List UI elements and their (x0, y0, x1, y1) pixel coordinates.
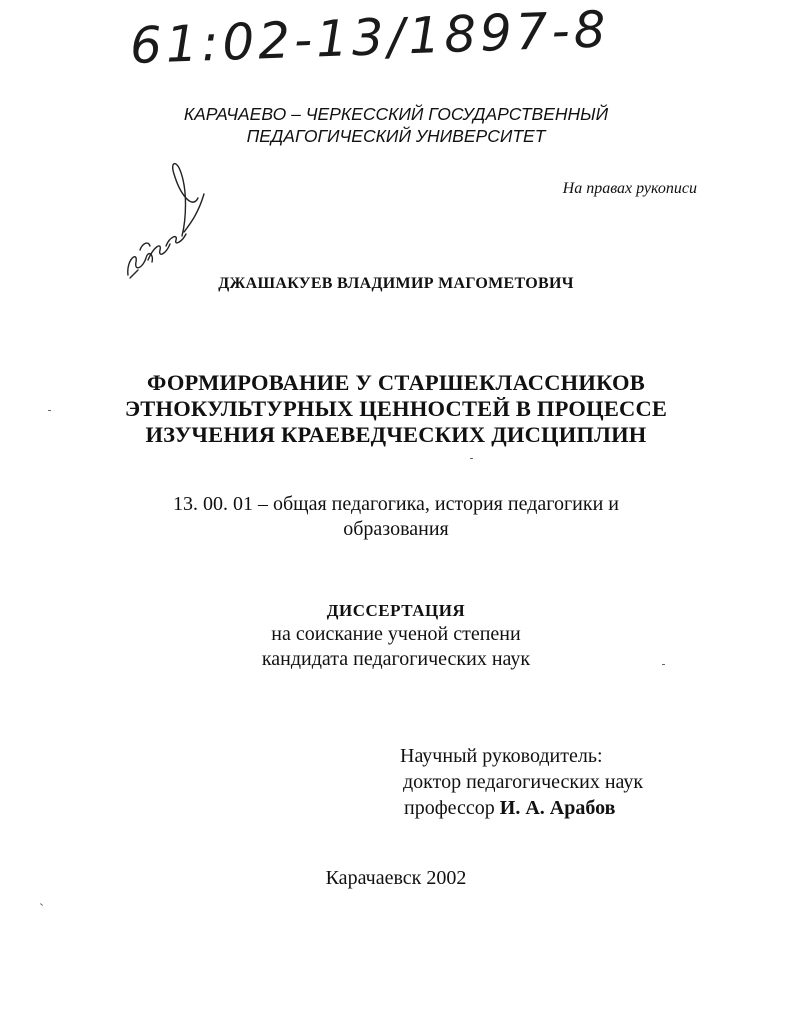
author-name: ДЖАШАКУЕВ ВЛАДИМИР МАГОМЕТОВИЧ (218, 275, 574, 292)
document-type: ДИССЕРТАЦИЯ (326, 601, 466, 620)
specialty-code (0, 492, 792, 542)
supervisor-rank: доктор педагогических наук (403, 771, 644, 793)
manuscript-rights-note: На правах рукописи (562, 180, 697, 197)
scientific-supervisor (400, 743, 643, 821)
university-line-1: КАРАЧАЕВО – ЧЕРКЕССКИЙ ГОСУДАРСТВЕННЫЙ (183, 104, 609, 124)
scan-speck (48, 410, 51, 411)
university-name (0, 103, 792, 147)
supervisor-label: Научный руководитель: (400, 745, 603, 767)
dissertation-title (0, 370, 792, 448)
degree-line-1: на соискание ученой степени (271, 623, 521, 645)
title-line-1: ФОРМИРОВАНИЕ У СТАРШЕКЛАССНИКОВ (147, 370, 645, 395)
scan-speck (470, 458, 473, 459)
city-and-year: Карачаевск 2002 (325, 867, 467, 889)
supervisor-title-prefix: профессор (404, 797, 495, 819)
scan-speck (40, 903, 43, 906)
handwritten-catalog-number: 61:02-13/1897-8 (128, 0, 611, 75)
specialty-line-2: образования (343, 518, 449, 540)
supervisor-title-line (400, 795, 643, 821)
handwritten-signature (118, 150, 228, 290)
title-line-2: ЭТНОКУЛЬТУРНЫХ ЦЕННОСТЕЙ В ПРОЦЕССЕ (124, 396, 668, 421)
scan-speck (662, 664, 665, 665)
specialty-line-1: 13. 00. 01 – общая педагогика, история педагогики и (173, 493, 619, 515)
degree-line-2: кандидата педагогических наук (261, 648, 531, 670)
title-line-3: ИЗУЧЕНИЯ КРАЕВЕДЧЕСКИХ ДИСЦИПЛИН (145, 422, 647, 447)
university-line-2: ПЕДАГОГИЧЕСКИЙ УНИВЕРСИТЕТ (246, 126, 546, 146)
supervisor-name: И. А. Арабов (499, 797, 616, 819)
degree-description (0, 622, 792, 672)
